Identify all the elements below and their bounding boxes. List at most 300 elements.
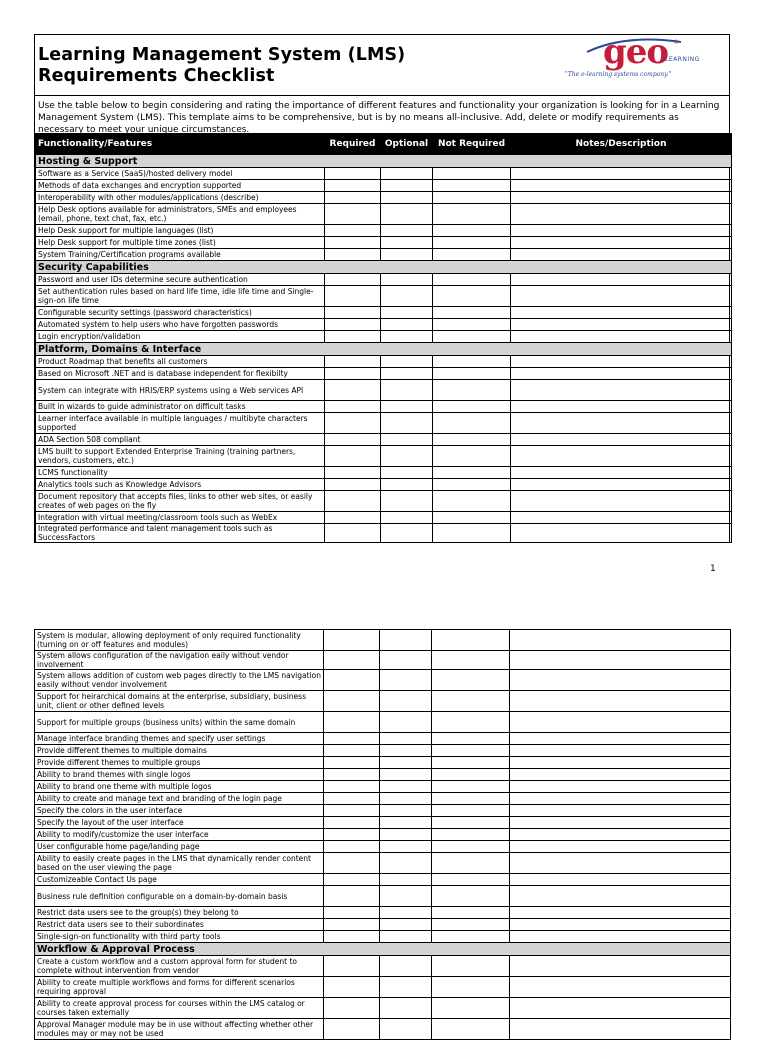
not-required-cell[interactable] bbox=[432, 712, 510, 733]
not-required-cell[interactable] bbox=[432, 793, 510, 805]
requirement-row bbox=[36, 356, 732, 368]
requirement-row bbox=[35, 1019, 731, 1040]
optional-cell[interactable] bbox=[380, 733, 432, 745]
requirement-text: Interoperability with other modules/applications (describe) bbox=[36, 192, 325, 204]
not-required-cell[interactable] bbox=[433, 192, 511, 204]
requirement-text: Login encryption/validation bbox=[36, 331, 325, 343]
notes-cell[interactable] bbox=[510, 998, 731, 1019]
requirement-row bbox=[36, 225, 732, 237]
not-required-cell[interactable] bbox=[432, 874, 510, 886]
notes-cell[interactable] bbox=[510, 829, 731, 841]
requirement-text: Approval Manager module may be in use without affecting whether other modules may or may not be used bbox=[35, 1019, 324, 1040]
section-title: Security Capabilities bbox=[36, 261, 732, 274]
required-cell[interactable] bbox=[324, 805, 380, 817]
not-required-cell[interactable] bbox=[433, 524, 511, 543]
notes-cell[interactable] bbox=[510, 712, 731, 733]
not-required-cell[interactable] bbox=[433, 180, 511, 192]
required-cell[interactable] bbox=[325, 274, 381, 286]
required-cell[interactable] bbox=[325, 467, 381, 479]
required-cell[interactable] bbox=[324, 630, 380, 651]
optional-cell[interactable] bbox=[380, 829, 432, 841]
requirement-text: Ability to brand themes with single logos bbox=[35, 769, 324, 781]
required-cell[interactable] bbox=[324, 874, 380, 886]
optional-cell[interactable] bbox=[381, 237, 433, 249]
required-cell[interactable] bbox=[325, 225, 381, 237]
notes-cell[interactable] bbox=[510, 630, 731, 651]
requirement-row bbox=[36, 479, 732, 491]
notes-cell[interactable] bbox=[511, 274, 732, 286]
optional-cell[interactable] bbox=[381, 479, 433, 491]
required-cell[interactable] bbox=[324, 817, 380, 829]
logo-subtitle: LEARNING bbox=[665, 56, 700, 63]
notes-cell[interactable] bbox=[510, 691, 731, 712]
not-required-cell[interactable] bbox=[432, 691, 510, 712]
requirement-text: Provide different themes to multiple groups bbox=[35, 757, 324, 769]
notes-cell[interactable] bbox=[510, 745, 731, 757]
requirement-text: Business rule definition configurable on a domain-by-domain basis bbox=[35, 886, 324, 907]
geo-learning-logo bbox=[565, 32, 700, 85]
requirement-row bbox=[36, 401, 732, 413]
header-notes: Notes/Description bbox=[511, 134, 732, 155]
requirement-row bbox=[36, 204, 732, 225]
optional-cell[interactable] bbox=[381, 356, 433, 368]
requirement-row bbox=[36, 331, 732, 343]
not-required-cell[interactable] bbox=[432, 757, 510, 769]
not-required-cell[interactable] bbox=[433, 446, 511, 467]
required-cell[interactable] bbox=[325, 237, 381, 249]
required-cell[interactable] bbox=[324, 841, 380, 853]
not-required-cell[interactable] bbox=[432, 931, 510, 943]
notes-cell[interactable] bbox=[511, 307, 732, 319]
optional-cell[interactable] bbox=[381, 524, 433, 543]
required-cell[interactable] bbox=[324, 853, 380, 874]
section-title: Workflow & Approval Process bbox=[35, 943, 731, 956]
not-required-cell[interactable] bbox=[432, 886, 510, 907]
requirement-row bbox=[35, 670, 731, 691]
required-cell[interactable] bbox=[324, 919, 380, 931]
optional-cell[interactable] bbox=[381, 274, 433, 286]
not-required-cell[interactable] bbox=[432, 998, 510, 1019]
title-line-1: Learning Management System (LMS) bbox=[38, 45, 406, 65]
notes-cell[interactable] bbox=[511, 413, 732, 434]
not-required-cell[interactable] bbox=[432, 733, 510, 745]
not-required-cell[interactable] bbox=[432, 919, 510, 931]
required-cell[interactable] bbox=[325, 192, 381, 204]
requirement-text: System allows addition of custom web pages directly to the LMS navigation easily without vendor involvement bbox=[35, 670, 324, 691]
notes-cell[interactable] bbox=[511, 225, 732, 237]
optional-cell[interactable] bbox=[381, 446, 433, 467]
not-required-cell[interactable] bbox=[432, 817, 510, 829]
required-cell[interactable] bbox=[324, 886, 380, 907]
not-required-cell[interactable] bbox=[432, 977, 510, 998]
optional-cell[interactable] bbox=[380, 853, 432, 874]
header-required: Required bbox=[325, 134, 381, 155]
requirement-row bbox=[36, 319, 732, 331]
optional-cell[interactable] bbox=[381, 319, 433, 331]
not-required-cell[interactable] bbox=[433, 274, 511, 286]
requirement-text: Document repository that accepts files, links to other web sites, or easily creates of web pages on the fly bbox=[36, 491, 325, 512]
requirement-row bbox=[35, 907, 731, 919]
required-cell[interactable] bbox=[324, 733, 380, 745]
notes-cell[interactable] bbox=[511, 479, 732, 491]
requirement-row bbox=[36, 274, 732, 286]
checklist-page-1 bbox=[34, 34, 730, 543]
notes-cell[interactable] bbox=[510, 956, 731, 977]
optional-cell[interactable] bbox=[381, 286, 433, 307]
required-cell[interactable] bbox=[325, 413, 381, 434]
not-required-cell[interactable] bbox=[433, 356, 511, 368]
optional-cell[interactable] bbox=[381, 331, 433, 343]
optional-cell[interactable] bbox=[380, 793, 432, 805]
optional-cell[interactable] bbox=[381, 434, 433, 446]
required-cell[interactable] bbox=[325, 446, 381, 467]
not-required-cell[interactable] bbox=[433, 491, 511, 512]
notes-cell[interactable] bbox=[510, 793, 731, 805]
notes-cell[interactable] bbox=[510, 931, 731, 943]
notes-cell[interactable] bbox=[510, 733, 731, 745]
required-cell[interactable] bbox=[325, 491, 381, 512]
required-cell[interactable] bbox=[324, 793, 380, 805]
not-required-cell[interactable] bbox=[432, 670, 510, 691]
notes-cell[interactable] bbox=[511, 356, 732, 368]
requirement-text: Integrated performance and talent management tools such as SuccessFactors bbox=[36, 524, 325, 543]
not-required-cell[interactable] bbox=[432, 630, 510, 651]
optional-cell[interactable] bbox=[380, 781, 432, 793]
checklist-page-2 bbox=[34, 629, 730, 1040]
notes-cell[interactable] bbox=[511, 319, 732, 331]
requirement-text: Provide different themes to multiple domains bbox=[35, 745, 324, 757]
requirement-text: LMS built to support Extended Enterprise Training (training partners, vendors, customers, etc.) bbox=[36, 446, 325, 467]
notes-cell[interactable] bbox=[510, 841, 731, 853]
required-cell[interactable] bbox=[324, 745, 380, 757]
required-cell[interactable] bbox=[325, 168, 381, 180]
optional-cell[interactable] bbox=[380, 712, 432, 733]
not-required-cell[interactable] bbox=[433, 319, 511, 331]
requirement-text: Ability to brand one theme with multiple logos bbox=[35, 781, 324, 793]
requirement-row bbox=[36, 446, 732, 467]
requirements-table-page-1 bbox=[35, 133, 732, 543]
not-required-cell[interactable] bbox=[433, 413, 511, 434]
required-cell[interactable] bbox=[325, 307, 381, 319]
notes-cell[interactable] bbox=[510, 977, 731, 998]
not-required-cell[interactable] bbox=[432, 841, 510, 853]
section-header-row bbox=[36, 155, 732, 168]
requirement-text: Methods of data exchanges and encryption supported bbox=[36, 180, 325, 192]
required-cell[interactable] bbox=[324, 829, 380, 841]
requirement-text: Password and user IDs determine secure authentication bbox=[36, 274, 325, 286]
optional-cell[interactable] bbox=[380, 769, 432, 781]
required-cell[interactable] bbox=[324, 781, 380, 793]
optional-cell[interactable] bbox=[380, 841, 432, 853]
optional-cell[interactable] bbox=[380, 998, 432, 1019]
notes-cell[interactable] bbox=[511, 368, 732, 380]
requirement-text: Single-sign-on functionality with third party tools bbox=[35, 931, 324, 943]
not-required-cell[interactable] bbox=[432, 853, 510, 874]
notes-cell[interactable] bbox=[510, 874, 731, 886]
requirement-text: Specify the colors in the user interface bbox=[35, 805, 324, 817]
not-required-cell[interactable] bbox=[432, 805, 510, 817]
optional-cell[interactable] bbox=[380, 956, 432, 977]
not-required-cell[interactable] bbox=[432, 781, 510, 793]
required-cell[interactable] bbox=[324, 907, 380, 919]
requirement-row bbox=[35, 630, 731, 651]
required-cell[interactable] bbox=[324, 757, 380, 769]
requirement-row bbox=[35, 874, 731, 886]
requirement-row bbox=[36, 467, 732, 479]
required-cell[interactable] bbox=[325, 204, 381, 225]
required-cell[interactable] bbox=[325, 479, 381, 491]
optional-cell[interactable] bbox=[380, 817, 432, 829]
required-cell[interactable] bbox=[324, 651, 380, 670]
not-required-cell[interactable] bbox=[433, 168, 511, 180]
requirement-row bbox=[35, 931, 731, 943]
notes-cell[interactable] bbox=[511, 380, 732, 401]
optional-cell[interactable] bbox=[381, 368, 433, 380]
not-required-cell[interactable] bbox=[432, 1019, 510, 1040]
requirement-row bbox=[36, 168, 732, 180]
requirement-row bbox=[35, 829, 731, 841]
notes-cell[interactable] bbox=[511, 180, 732, 192]
requirement-row bbox=[35, 956, 731, 977]
document-title bbox=[38, 45, 405, 87]
requirement-text: System can integrate with HRIS/ERP systems using a Web services API bbox=[36, 380, 325, 401]
title-area bbox=[35, 32, 729, 95]
required-cell[interactable] bbox=[324, 977, 380, 998]
notes-cell[interactable] bbox=[510, 1019, 731, 1040]
notes-cell[interactable] bbox=[511, 401, 732, 413]
requirement-text: System allows configuration of the navigation eaily without vendor involvement bbox=[35, 651, 324, 670]
requirement-text: LCMS functionality bbox=[36, 467, 325, 479]
notes-cell[interactable] bbox=[511, 168, 732, 180]
optional-cell[interactable] bbox=[380, 691, 432, 712]
required-cell[interactable] bbox=[325, 380, 381, 401]
required-cell[interactable] bbox=[325, 368, 381, 380]
notes-cell[interactable] bbox=[510, 919, 731, 931]
optional-cell[interactable] bbox=[380, 874, 432, 886]
requirement-row bbox=[36, 491, 732, 512]
requirement-text: Ability to easily create pages in the LMS that dynamically render content based on the user viewing the page bbox=[35, 853, 324, 874]
optional-cell[interactable] bbox=[381, 512, 433, 524]
not-required-cell[interactable] bbox=[433, 225, 511, 237]
requirement-text: Create a custom workflow and a custom approval form for student to complete without intervention from vendor bbox=[35, 956, 324, 977]
notes-cell[interactable] bbox=[511, 204, 732, 225]
requirement-text: Configurable security settings (password characteristics) bbox=[36, 307, 325, 319]
requirement-text: Ability to create multiple workflows and forms for different scenarios requiring approval bbox=[35, 977, 324, 998]
required-cell[interactable] bbox=[325, 434, 381, 446]
requirement-row bbox=[35, 769, 731, 781]
required-cell[interactable] bbox=[324, 691, 380, 712]
required-cell[interactable] bbox=[324, 769, 380, 781]
optional-cell[interactable] bbox=[380, 907, 432, 919]
requirement-text: Help Desk options available for administrators, SMEs and employees (email, phone, text chat, fax, etc.) bbox=[36, 204, 325, 225]
optional-cell[interactable] bbox=[381, 307, 433, 319]
required-cell[interactable] bbox=[324, 670, 380, 691]
requirement-text: System Training/Certification programs available bbox=[36, 249, 325, 261]
requirement-row bbox=[36, 434, 732, 446]
requirement-row bbox=[35, 793, 731, 805]
not-required-cell[interactable] bbox=[432, 769, 510, 781]
requirement-row bbox=[36, 512, 732, 524]
required-cell[interactable] bbox=[325, 401, 381, 413]
intro-text: Use the table below to begin considering and rating the importance of different features and functionality your organization is looking for in a Learning Management System (LMS). This template aims to be comprehensive, but is by no means all-inclusive. Add, delete or modify requirements as necessary to meet your unique circumstances. bbox=[35, 95, 729, 133]
section-header-row bbox=[36, 261, 732, 274]
notes-cell[interactable] bbox=[511, 491, 732, 512]
requirement-text: ADA Section 508 compliant bbox=[36, 434, 325, 446]
requirement-row bbox=[36, 368, 732, 380]
optional-cell[interactable] bbox=[381, 413, 433, 434]
requirement-row bbox=[35, 817, 731, 829]
notes-cell[interactable] bbox=[510, 805, 731, 817]
required-cell[interactable] bbox=[324, 1019, 380, 1040]
required-cell[interactable] bbox=[325, 512, 381, 524]
required-cell[interactable] bbox=[325, 286, 381, 307]
optional-cell[interactable] bbox=[381, 180, 433, 192]
not-required-cell[interactable] bbox=[433, 512, 511, 524]
requirement-text: Analytics tools such as Knowledge Advisors bbox=[36, 479, 325, 491]
required-cell[interactable] bbox=[325, 524, 381, 543]
notes-cell[interactable] bbox=[511, 237, 732, 249]
requirement-row bbox=[36, 524, 732, 543]
requirement-row bbox=[35, 691, 731, 712]
requirement-row bbox=[35, 781, 731, 793]
notes-cell[interactable] bbox=[510, 769, 731, 781]
requirement-row bbox=[36, 413, 732, 434]
requirement-text: Integration with virtual meeting/classroom tools such as WebEx bbox=[36, 512, 325, 524]
optional-cell[interactable] bbox=[381, 491, 433, 512]
logo-registered: ® bbox=[673, 39, 679, 46]
requirement-row bbox=[35, 886, 731, 907]
notes-cell[interactable] bbox=[511, 467, 732, 479]
notes-cell[interactable] bbox=[510, 886, 731, 907]
required-cell[interactable] bbox=[325, 249, 381, 261]
notes-cell[interactable] bbox=[510, 853, 731, 874]
notes-cell[interactable] bbox=[510, 781, 731, 793]
optional-cell[interactable] bbox=[380, 757, 432, 769]
requirement-row bbox=[35, 651, 731, 670]
requirement-row bbox=[35, 745, 731, 757]
requirement-text: Set authentication rules based on hard life time, idle life time and Single-sign-on life time bbox=[36, 286, 325, 307]
requirement-text: Customizeable Contact Us page bbox=[35, 874, 324, 886]
not-required-cell[interactable] bbox=[433, 467, 511, 479]
optional-cell[interactable] bbox=[381, 467, 433, 479]
notes-cell[interactable] bbox=[511, 249, 732, 261]
not-required-cell[interactable] bbox=[433, 401, 511, 413]
logo-brand: geo bbox=[603, 32, 669, 72]
requirement-text: Automated system to help users who have forgotten passwords bbox=[36, 319, 325, 331]
not-required-cell[interactable] bbox=[432, 956, 510, 977]
notes-cell[interactable] bbox=[511, 446, 732, 467]
optional-cell[interactable] bbox=[381, 225, 433, 237]
requirement-row bbox=[36, 286, 732, 307]
requirement-row bbox=[36, 237, 732, 249]
optional-cell[interactable] bbox=[381, 192, 433, 204]
requirement-row bbox=[36, 192, 732, 204]
requirement-text: Built in wizards to guide administrator on difficult tasks bbox=[36, 401, 325, 413]
requirement-row bbox=[36, 249, 732, 261]
required-cell[interactable] bbox=[325, 356, 381, 368]
requirement-text: Ability to modify/customize the user interface bbox=[35, 829, 324, 841]
not-required-cell[interactable] bbox=[433, 249, 511, 261]
optional-cell[interactable] bbox=[380, 630, 432, 651]
not-required-cell[interactable] bbox=[433, 479, 511, 491]
not-required-cell[interactable] bbox=[432, 651, 510, 670]
requirement-text: Restrict data users see to their subordinates bbox=[35, 919, 324, 931]
not-required-cell[interactable] bbox=[433, 331, 511, 343]
table-header-row bbox=[36, 134, 732, 155]
optional-cell[interactable] bbox=[380, 886, 432, 907]
not-required-cell[interactable] bbox=[432, 829, 510, 841]
required-cell[interactable] bbox=[325, 319, 381, 331]
requirement-row bbox=[36, 380, 732, 401]
not-required-cell[interactable] bbox=[433, 380, 511, 401]
required-cell[interactable] bbox=[324, 998, 380, 1019]
not-required-cell[interactable] bbox=[433, 237, 511, 249]
not-required-cell[interactable] bbox=[433, 286, 511, 307]
not-required-cell[interactable] bbox=[432, 907, 510, 919]
optional-cell[interactable] bbox=[380, 805, 432, 817]
notes-cell[interactable] bbox=[510, 817, 731, 829]
not-required-cell[interactable] bbox=[433, 204, 511, 225]
optional-cell[interactable] bbox=[380, 1019, 432, 1040]
notes-cell[interactable] bbox=[511, 192, 732, 204]
requirement-row bbox=[36, 180, 732, 192]
requirement-text: Learner interface available in multiple languages / multibyte characters supported bbox=[36, 413, 325, 434]
requirement-text: Ability to create approval process for courses within the LMS catalog or courses taken externally bbox=[35, 998, 324, 1019]
optional-cell[interactable] bbox=[381, 168, 433, 180]
header-not-required: Not Required bbox=[433, 134, 511, 155]
optional-cell[interactable] bbox=[381, 401, 433, 413]
required-cell[interactable] bbox=[324, 956, 380, 977]
not-required-cell[interactable] bbox=[433, 434, 511, 446]
required-cell[interactable] bbox=[324, 931, 380, 943]
required-cell[interactable] bbox=[324, 712, 380, 733]
optional-cell[interactable] bbox=[380, 651, 432, 670]
optional-cell[interactable] bbox=[380, 919, 432, 931]
optional-cell[interactable] bbox=[380, 670, 432, 691]
optional-cell[interactable] bbox=[380, 745, 432, 757]
section-title: Platform, Domains & Interface bbox=[36, 343, 732, 356]
not-required-cell[interactable] bbox=[432, 745, 510, 757]
requirement-row bbox=[36, 307, 732, 319]
requirements-table-page-2 bbox=[34, 629, 731, 1040]
notes-cell[interactable] bbox=[511, 434, 732, 446]
requirement-row bbox=[35, 841, 731, 853]
not-required-cell[interactable] bbox=[433, 368, 511, 380]
required-cell[interactable] bbox=[325, 180, 381, 192]
optional-cell[interactable] bbox=[381, 249, 433, 261]
header-optional: Optional bbox=[381, 134, 433, 155]
requirement-text: Help Desk support for multiple time zones (list) bbox=[36, 237, 325, 249]
requirement-text: Restrict data users see to the group(s) they belong to bbox=[35, 907, 324, 919]
notes-cell[interactable] bbox=[511, 286, 732, 307]
notes-cell[interactable] bbox=[510, 670, 731, 691]
notes-cell[interactable] bbox=[510, 907, 731, 919]
optional-cell[interactable] bbox=[381, 380, 433, 401]
requirement-row bbox=[35, 919, 731, 931]
requirement-text: Manage interface branding themes and specify user settings bbox=[35, 733, 324, 745]
notes-cell[interactable] bbox=[511, 331, 732, 343]
section-header-row bbox=[35, 943, 731, 956]
notes-cell[interactable] bbox=[511, 512, 732, 524]
not-required-cell[interactable] bbox=[433, 307, 511, 319]
optional-cell[interactable] bbox=[380, 977, 432, 998]
required-cell[interactable] bbox=[325, 331, 381, 343]
optional-cell[interactable] bbox=[380, 931, 432, 943]
notes-cell[interactable] bbox=[510, 757, 731, 769]
notes-cell[interactable] bbox=[510, 651, 731, 670]
notes-cell[interactable] bbox=[511, 524, 732, 543]
optional-cell[interactable] bbox=[381, 204, 433, 225]
